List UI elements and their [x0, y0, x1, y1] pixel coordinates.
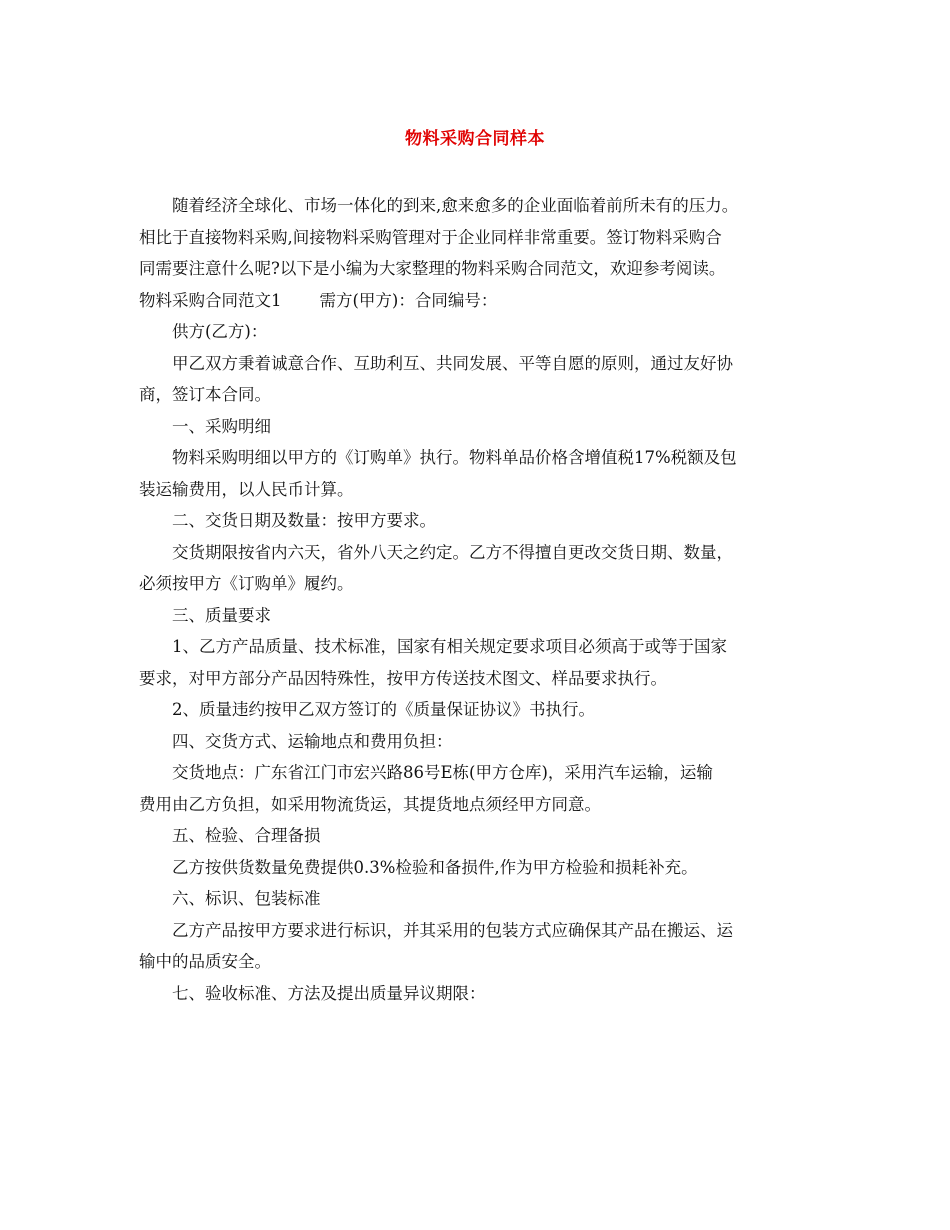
section-3-item-1: [139, 631, 815, 694]
sample-header-line: [139, 285, 815, 317]
section-4-heading: 四、交货方式、运输地点和费用负担：: [172, 731, 453, 751]
buyer-line: 需方(甲方)：合同编号：: [319, 290, 498, 310]
section-5-heading: 五、检验、合理备损: [172, 826, 321, 845]
section-6-heading: 六、标识、包装标准: [172, 889, 321, 908]
section-3-heading: 三、质量要求: [172, 605, 271, 625]
principle-line-2: 商，签订本合同。: [139, 385, 271, 404]
intro-line-3: 同需要注意什么呢?以下是小编为大家整理的物料采购合同范文，欢迎参考阅读。: [139, 259, 726, 278]
section-2-line-2: 必须按甲方《订购单》履约。: [139, 574, 354, 593]
section-6-line-1: 乙方产品按甲方要求进行标识，并其采用的包装方式应确保其产品在搬运、运: [172, 920, 733, 940]
section-6-line-2: 输中的品质安全。: [139, 952, 271, 971]
section-1-text: [139, 442, 815, 505]
section-3-item-2: 2、质量违约按甲乙双方签订的《质量保证协议》书执行。: [172, 700, 595, 719]
section-7-heading: 七、验收标准、方法及提出质量异议期限：: [172, 983, 486, 1003]
section-1-line-2: 装运输费用，以人民币计算。: [139, 479, 354, 499]
section-3-item-1-line-1: 1、乙方产品质量、技术标准，国家有相关规定要求项目必须高于或等于国家: [172, 637, 727, 656]
section-4-line-2: 费用由乙方负担，如采用物流货运，其提货地点须经甲方同意。: [139, 794, 601, 814]
document-body: [139, 190, 815, 1009]
principle-paragraph: [139, 348, 815, 411]
principle-line-1: 甲乙双方秉着诚意合作、互助利互、共同发展、平等自愿的原则，通过友好协: [172, 353, 733, 373]
intro-line-2: 相比于直接物料采购,间接物料采购管理对于企业同样非常重要。签订物料采购合: [139, 227, 722, 247]
section-4-text: [139, 757, 815, 820]
section-4-line-1: 交货地点：广东省江门市宏兴路86号E栋(甲方仓库)，采用汽车运输，运输: [172, 763, 713, 782]
section-1-line-1: 物料采购明细以甲方的《订购单》执行。物料单品价格含增值税17%税额及包: [172, 448, 737, 467]
section-6-text: [139, 915, 815, 978]
intro-line-1: 随着经济全球化、市场一体化的到来,愈来愈多的企业面临着前所未有的压力。: [172, 196, 739, 215]
intro-paragraph: [139, 190, 815, 285]
section-2-text: [139, 537, 815, 600]
section-5-text: 乙方按供货数量免费提供0.3%检验和备损件,作为甲方检验和损耗补充。: [172, 857, 698, 877]
section-1-heading: 一、采购明细: [172, 416, 271, 436]
document-title: 物料采购合同样本: [405, 129, 545, 149]
section-2-heading: 二、交货日期及数量：按甲方要求。: [172, 511, 436, 530]
section-3-item-1-line-2: 要求，对甲方部分产品因特殊性，按甲方传送技术图文、样品要求执行。: [139, 668, 667, 688]
supplier-line: 供方(乙方)：: [172, 322, 268, 341]
section-2-line-1: 交货期限按省内六天，省外八天之约定。乙方不得擅自更改交货日期、数量，: [172, 542, 733, 562]
sample-label: 物料采购合同范文1: [139, 290, 282, 310]
